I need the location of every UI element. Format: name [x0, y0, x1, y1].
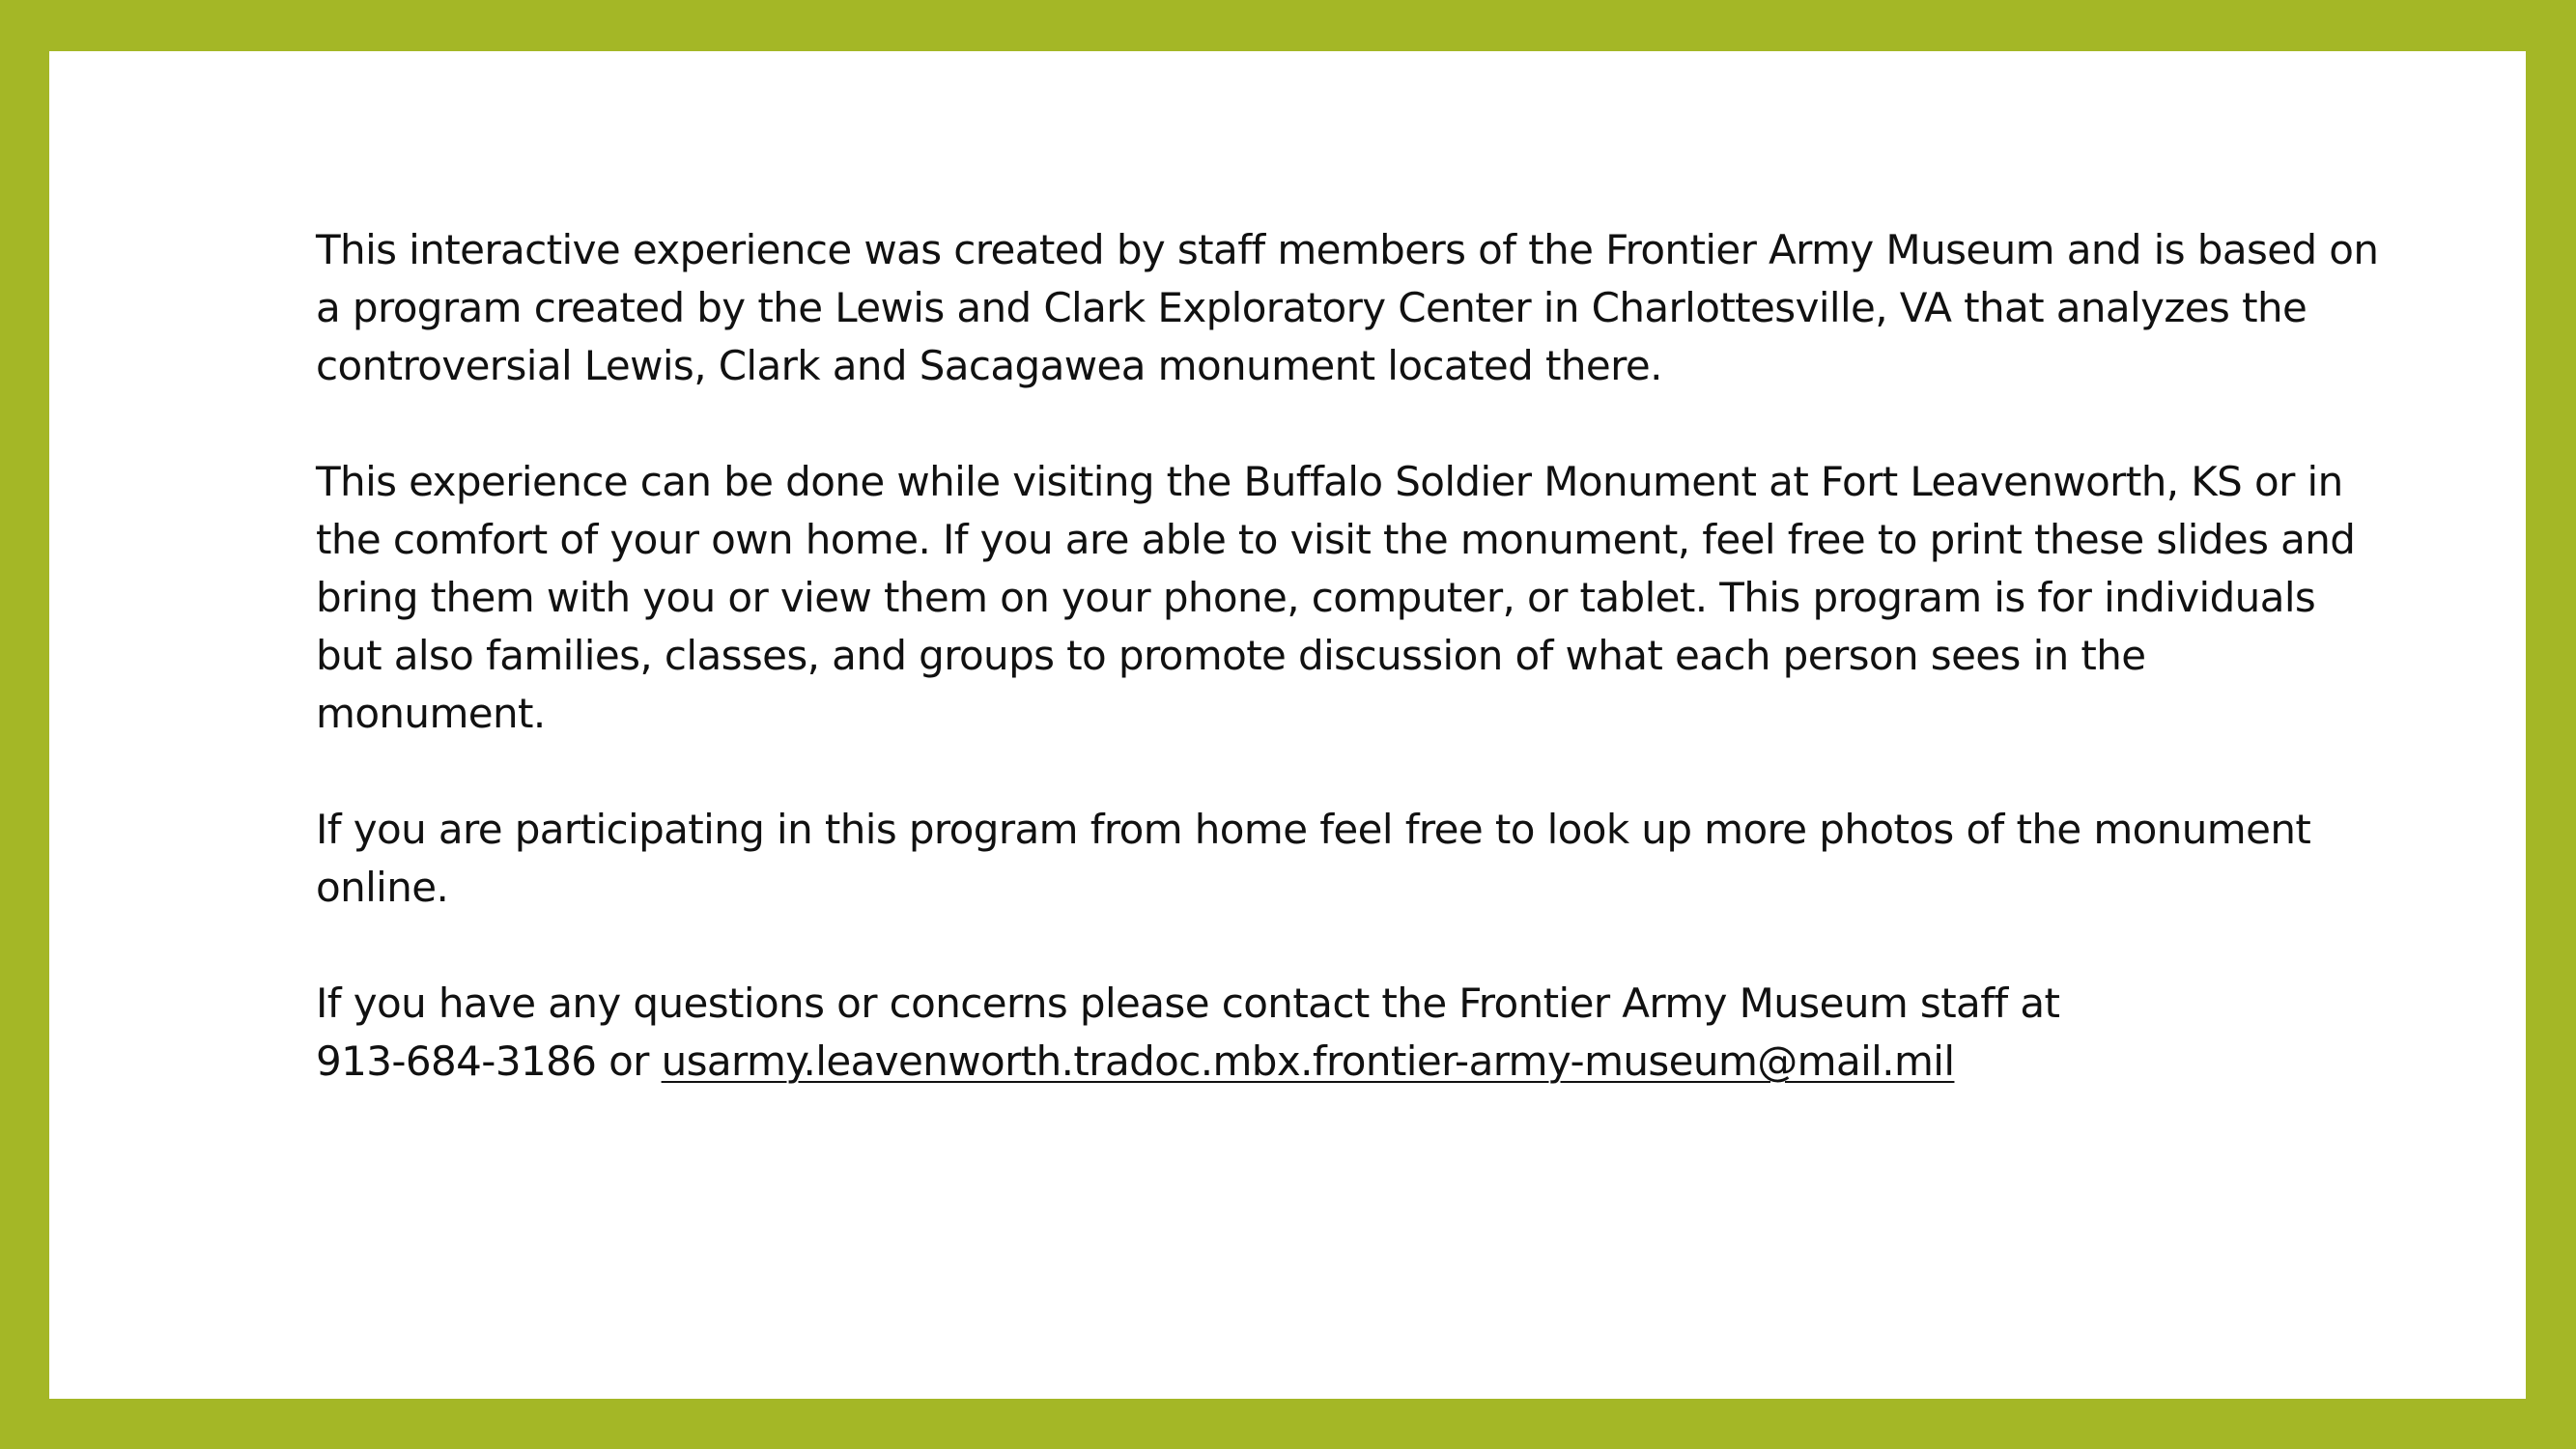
contact-phone: 913-684-3186 or	[316, 1037, 662, 1085]
contact-intro: If you have any questions or concerns please contact the Frontier Army Museum staff at	[316, 980, 2060, 1027]
contact-paragraph	[316, 975, 2383, 1091]
intro-paragraph: This interactive experience was created by staff members of the Frontier Army Museum and is based on a program created by the Lewis and Clark Exploratory Center in Charlottesville, VA that analyzes the controversial Lewis, Clark and Sacagawea monument located there.	[316, 226, 2379, 389]
slide-body	[49, 51, 2526, 1399]
visit-paragraph: This experience can be done while visiting the Buffalo Soldier Monument at Fort Leavenworth, KS or in the comfort of your own home. If you are able to visit the monument, feel free to print these slides and bring them with you or view them on your phone, computer, or tablet. This program is for individuals but also families, classes, and groups to promote discussion of what each person sees in the monument.	[316, 458, 2356, 737]
home-paragraph: If you are participating in this program from home feel free to look up more photos of the monument online.	[316, 806, 2311, 911]
info-text-block	[316, 221, 2383, 1091]
contact-email-link[interactable]: usarmy.leavenworth.tradoc.mbx.frontier-army-museum@mail.mil	[661, 1037, 1955, 1085]
